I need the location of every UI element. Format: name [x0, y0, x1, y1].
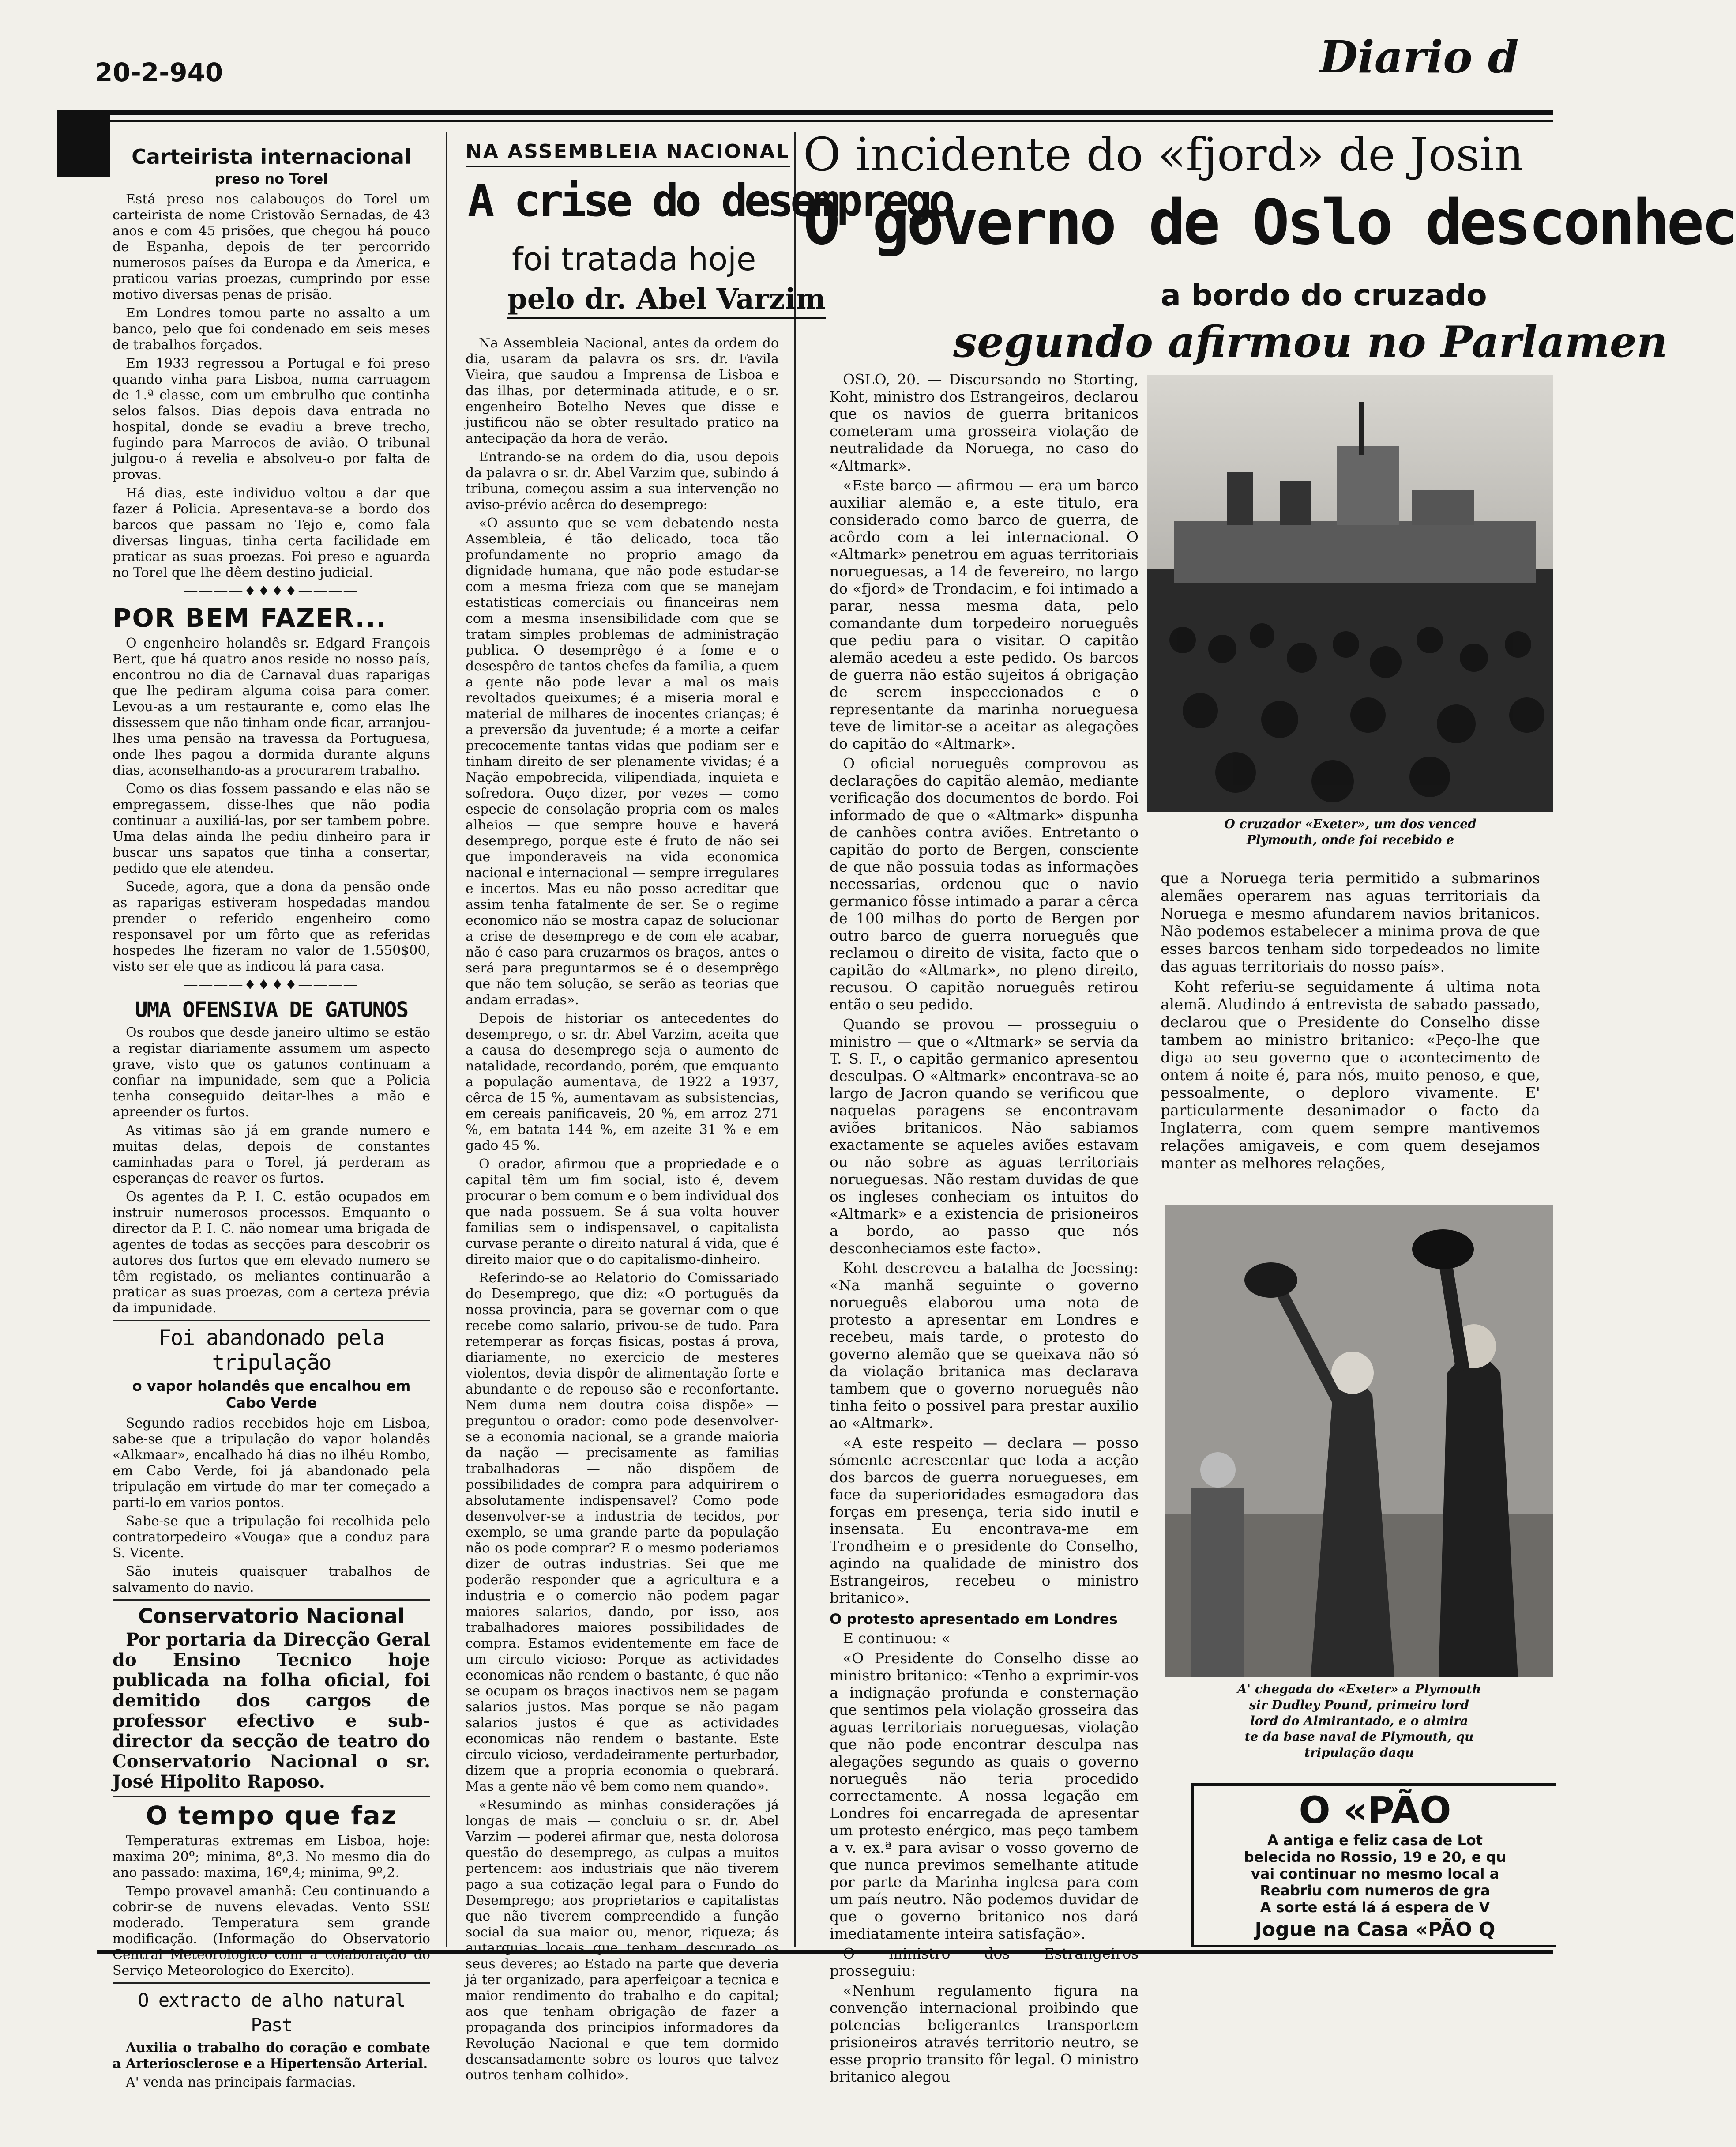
ad-line: vai continuar no mesmo local a [1251, 1865, 1499, 1882]
column-4 [1161, 870, 1540, 1175]
paragraph: «O assunto que se vem debatendo nesta Assembleia, é tão delicado, toca tão profundamente no proprio amago da dignidade humana, que não pode estudar-se com a mesma frieza com que se manejam estatisticas comerciais ou financeiras nem com a mesma insensibilidade com que se tratam simples problemas de administração publica. O desemprêgo é a fome e o desespêro de tantos chefes da familia, a quem a gente não pode levar a mal os mais revoltados queixumes; é a miseria moral e material de milhares de inocentes crianças; é a preversão da juventude; é a morte a ceifar precocemente tantas vidas que podiam ser e tinham direito de ser plenamente vividas; é a Nação empobrecida, vilipendiada, inquieta e sofredora. Ouço dizer, por vezes — como especie de consolação propria com os males alheios — que sempre houve e haverá desemprego, porque este é fruto de não sei que imponderaveis na vida economica nacional e internacional — sempre irregulares e incertos. Mas eu não posso acreditar que assim tenha fatalmente de ser. Se o regime economico não se mostra capaz de solucionar a crise de desemprego e de com ele acabar, não é caso para cruzarmos os braços, antes o será para preguntarmos se é o desemprêgo que não tem solução, se serão as teorias que andam erradas». [466, 516, 779, 1008]
paragraph: «A este respeito — declara — posso sómente acrescentar que toda a acção dos barcos de guerra noruegueses, em face da superioridades esmagadora das forças em presença, teria sido inutil e insensata. Eu encontrava-me em Trondheim e o presidente do Conselho, agindo na qualidade de ministro dos Estrangeiros, recebeu o ministro britanico». [830, 1434, 1139, 1606]
top-rule-thin [57, 120, 1553, 122]
section-kicker: NA ASSEMBLEIA NACIONAL [466, 140, 790, 167]
paragraph: Entrando-se na ordem do dia, usou depois da palavra o sr. dr. Abel Varzim que, subindo á tribuna, começou assim a sua intervenção no aviso-prévio acêrca do desemprego: [466, 449, 779, 512]
subheadline-foi-tratada: foi tratada hoje [512, 241, 756, 278]
photo2-caption-line4: te da base naval de Plymouth, qu [1244, 1729, 1474, 1744]
paragraph: O engenheiro holandês sr. Edgard François Bert, que há quatro anos reside no nosso país, encontrou no dia de Carnaval duas raparigas que lhe pediram alguma coisa para comer. Levou-as a um restaurante e, como elas lhe dissessem que não tinham onde ficar, arranjou-lhes uma pensão na travessa da Portuguesa, onde lhes pagou a dormida durante alguns dias, aconselhando-as a procurarem trabalho. [113, 636, 430, 778]
subhead-protesto: O protesto apresentado em Londres [830, 1611, 1118, 1627]
paragraph: «O Presidente do Conselho disse ao ministro britanico: «Tenho a exprimir-vos a indignação profunda e consternação que sentimos pela violação grosseira das aguas territoriais norueguesas, violação que não pode encontrar desculpa nas alegações segundo as quais o governo norueguês não teria procedido correctamente. A nossa legação em Londres foi encarregada de apresentar um protesto enérgico, mas peço tambem a v. ex.ª para avisar o vosso governo de que nunca previmos semelhante atitude por parte da Marinha inglesa para com um país neutro. Não podemos duvidar de que o governo britanico nos dará imediatamente inteira satisfação». [830, 1650, 1139, 1942]
paragraph: Em 1933 regressou a Portugal e foi preso quando vinha para Lisboa, numa carruagem de 1.ª classe, com um embrulho que continha selos falsos. Dias depois dava entrada no hospital, donde se evadiu a breve trecho, fugindo para Marrocos de avião. O tribunal julgou-o á revelia e absolveu-o por falta de provas. [113, 356, 430, 482]
photo-arrival-image [1165, 1205, 1553, 1677]
paragraph: Em Londres tomou parte no assalto a um banco, pelo que foi condenado em seis meses de trabalhos forçados. [113, 305, 430, 353]
paragraph: OSLO, 20. — Discursando no Storting, Koht, ministro dos Estrangeiros, declarou que os navios de guerra britanicos cometeram uma grosseira violação de neutralidade da Noruega, no caso do «Altmark». [830, 371, 1139, 474]
photo2-caption-line2: sir Dudley Pound, primeiro lord [1249, 1698, 1469, 1712]
masthead: Diario d [1319, 31, 1519, 83]
article-title-tempo: O tempo que faz [146, 1800, 397, 1831]
photo2-caption-line3: lord do Almirantado, e o almira [1250, 1714, 1469, 1728]
divider [113, 1320, 430, 1321]
paragraph: São inuteis quaisquer trabalhos de salvamento do navio. [113, 1564, 430, 1595]
divider [113, 1599, 430, 1601]
article-title-gatunos: UMA OFENSIVA DE GATUNOS [135, 998, 408, 1022]
ad-title: O «PÃO [1299, 1789, 1451, 1832]
corner-bar [57, 110, 110, 177]
ad-line: A antiga e feliz casa de Lot [1267, 1832, 1483, 1849]
headline-governo-oslo: O governo de Oslo desconhec [803, 187, 1736, 259]
paragraph: «Este barco — afirmou — era um barco auxiliar alemão e, a este titulo, era considerado como barco de guerra, de acôrdo com a lei internacional. O «Altmark» penetrou em aguas territoriais norueguesas, a 14 de fevereiro, no largo do «fjord» de Trondacim, e foi intimado a parar, nessa mesma data, pelo comandante dum torpedeiro norueguês que pediu para o visitar. O capitão alemão acedeu a este pedido. Os barcos de guerra não estão sujeitos á obrigação de serem inspeccionados e o representante da marinha norueguesa teve de limitar-se a aceitar as alegações do capitão do «Altmark». [830, 477, 1139, 752]
page-date: 20-2-940 [95, 57, 223, 87]
headline-segundo-afirmou: segundo afirmou no Parlamen [953, 317, 1668, 367]
paragraph: Depois de historiar os antecedentes do desemprego, o sr. dr. Abel Varzim, aceita que a causa do desemprego seja o aumento de natalidade, recordando, porém, que emquanto a população aumentava, de 1922 a 1937, cêrca de 15 %, aumentavam as subsistencias, em cereais panificaveis, 20 %, em arroz 271 %, em batata 144 %, em azeite 31 % e em gado 45 %. [466, 1011, 779, 1153]
paragraph: Auxilia o trabalho do coração e combate a Arteriosclerose e a Hipertensão Arterial. [113, 2040, 430, 2072]
paragraph: A' venda nas principais farmacias. [126, 2075, 356, 2090]
column-rule-2 [794, 132, 796, 1947]
paragraph: Por portaria da Direcção Geral do Ensino Tecnico hoje publicada na folha oficial, foi demitido dos cargos de professor efectivo e sub-director da secção de teatro do Conservatorio Nacional o sr. José Hipolito Raposo. [113, 1629, 430, 1792]
top-rule [57, 110, 1553, 115]
ad-line: Reabriu com numeros de gra [1260, 1882, 1490, 1899]
paragraph: Como os dias fossem passando e elas não se empregassem, disse-lhes que não podia continuar a auxiliá-las, por ser tambem pobre. Uma delas ainda lhe pediu dinheiro para ir buscar uns sapatos que tinha a consertar, pedido que ele atendeu. [113, 781, 430, 876]
paragraph: Referindo-se ao Relatorio do Comissariado do Desemprego, que diz: «O português da nossa provincia, para se governar com o que recebe como salario, privou-se de tudo. Para retemperar as forças fisicas, postas á prova, diariamente, no exercicio de mesteres violentos, devia dispôr de alimentação forte e abundante e de repouso são e reconfortante. Nem duma nem doutra coisa dispõe» — preguntou o orador: como pode desenvolver-se a economia nacional, se a grande maioria da nação — precisamente as familias trabalhadoras — não dispõem de possibilidades de compra para adquirirem o absolutamente indispensavel? Como pode desenvolver-se a industria de tecidos, por exemplo, se uma grande parte da população não os pode comprar? E o mesmo poderiamos dizer de outras industrias. Sei que me poderão responder que a agricultura e a industria e o comercio não podem pagar maiores salarios, dando, por isso, aos trabalhadores maiores possibilidades de compra. Estamos evidentemente em face de um circulo vicioso: Porque as actividades economicas não rendem o bastante, é que não se ocupam os braços inactivos nem se pagam salarios justos. Mas porque se não pagam salarios justos é que as actividades economicas não rendem o bastante. Este circulo vicioso, verdadeiramente perturbador, dizem que a propria economia o quebrará. Mas a gente não vê bem como nem quando». [466, 1270, 779, 1794]
article-title-abandonado: Foi abandonado pela tripulação [158, 1326, 384, 1375]
column-3 [830, 371, 1139, 2085]
photo2-caption-line5: tripulação daqu [1304, 1745, 1414, 1760]
ad-line: A sorte está lá á espera de V [1260, 1899, 1490, 1916]
column-1 [113, 141, 430, 2090]
article-title-carteirista: Carteirista internacional [132, 145, 411, 169]
paragraph: Sabe-se que a tripulação foi recolhida pelo contratorpedeiro «Vouga» que a conduz para S. Vicente. [113, 1514, 430, 1561]
photo1-caption-line2: Plymouth, onde foi recebido e [1246, 832, 1454, 847]
paragraph: Os roubos que desde janeiro ultimo se estão a registar diariamente assumem um aspecto grave, visto que os gatunos continuam a confiar na impunidade, sem que a Policia tenha conseguido deitar-lhes a mão e apreender os furtos. [113, 1025, 430, 1120]
article-title-alho: O extracto de alho natural Past [138, 1989, 405, 2036]
paragraph: As vitimas são já em grande numero e muitas delas, depois de constantes caminhadas para o Torel, já perderam as esperanças de reaver os furtos. [113, 1123, 430, 1186]
photo-arrival-plymouth [1165, 1205, 1553, 1677]
article-subtitle-carteirista: preso no Torel [214, 170, 328, 187]
paragraph: que a Noruega teria permitido a submarinos alemães operarem nas aguas territoriais da Noruega e mesmo afundarem navios britanicos. Não podemos estabelecer a minima prova de que esses barcos tenham sido torpedeados no limite das aguas territoriais do nosso país». [1161, 870, 1540, 976]
headline-crise: A crise do desemprego [468, 175, 952, 226]
paragraph: Quando se provou — prosseguiu o ministro — que o «Altmark» se servia da T. S. F., o capitão germanico apresentou desculpas. O «Altmark» encontrava-se ao largo de Jacron quando se verificou que naquelas paragens se encontravam aviões britanicos. Não sabiamos exactamente se aqueles aviões estavam ou não sobre as aguas territoriais norueguesas. Não restam duvidas de que os ingleses conheciam os intuitos do «Altmark» e a existencia de prisioneiros a bordo, ao passo que nós desconheciamos este facto». [830, 1016, 1139, 1257]
paragraph: Está preso nos calabouços do Torel um carteirista de nome Cristovão Sernadas, de 43 anos e com 45 prisões, que chegou há pouco de Espanha, depois de ter percorrido numerosos países da Europa e da America, e praticou varias proezas, cumprindo por esse motivo diversas penas de prisão. [113, 192, 430, 302]
photo2-caption-line1: A' chegada do «Exeter» a Plymouth [1237, 1682, 1481, 1696]
byline-varzim: pelo dr. Abel Varzim [507, 282, 826, 319]
separator-ornament: ――――♦♦♦♦―――― [184, 977, 359, 993]
paragraph: O ministro dos Estrangeiros prosseguiu: [830, 1945, 1139, 1979]
column-2 [466, 335, 779, 2083]
paragraph: Sucede, agora, que a dona da pensão onde as raparigas estiveram hospedadas mandou prender o referido engenheiro como responsavel por um fôrto que as referidas hospedes lhe fizeram no valor de 1.550$00, visto ser ele que as indicou lá para casa. [113, 879, 430, 974]
paragraph: Koht referiu-se seguidamente á ultima nota alemã. Aludindo á entrevista de sabado passado, declarou que o Presidente do Conselho disse tambem ao ministro britanico: «Peço-lhe que diga ao seu governo que o acontecimento de ontem á noite é, para nós, muito penoso, e que, pessoalmente, o deploro vivamente. E' particularmente desanimador o facto da Inglaterra, com quem sempre mantivemos relações amigaveis, e com quem desejamos manter as melhores relações, [1161, 978, 1540, 1172]
separator-ornament: ――――♦♦♦♦―――― [184, 584, 359, 599]
paragraph: E continuou: « [843, 1630, 951, 1647]
photo1-caption-line1: O cruzador «Exeter», um dos venced [1224, 817, 1477, 831]
column-rule-1 [446, 132, 447, 1947]
photo-cruiser-exeter [1147, 375, 1553, 812]
paragraph: Tempo provavel amanhã: Ceu continuando a cobrir-se de nuvens elevadas. Vento SSE moderado. Temperatura sem grande modificação. (Informação do Observatorio Central Meteorologico com a colaboração do Serviço Meteorologico do Exercito). [113, 1883, 430, 1978]
paragraph: O oficial norueguês comprovou as declarações do capitão alemão, mediante verificação dos documentos de bordo. Foi informado de que o «Altmark» dispunha de canhões contra aviões. Entretanto o capitão do porto de Bergen, consciente de que não possuia todas as informações necessarias, ordenou que o navio germanico fôsse intimado a parar a cêrca de 100 milhas do porto de Bergen por outro barco de guerra norueguês que reclamou o direito de visita, facto que o capitão do «Altmark», no pleno direito, recusou. O capitão norueguês retirou então o seu pedido. [830, 755, 1139, 1013]
advertisement-pao [1191, 1783, 1556, 1947]
paragraph: O orador, afirmou que a propriedade e o capital têm um fim social, isto é, devem procurar o bem comum e o bem individual dos que nada possuem. Se á sua volta houver familias sem o indispensavel, o capitalista curvase perante o direito natural á vida, que é direito maior que o do capitalismo-dinheiro. [466, 1156, 779, 1267]
ad-footer: Jogue na Casa «PÃO Q [1255, 1918, 1496, 1941]
paragraph: Na Assembleia Nacional, antes da ordem do dia, usaram da palavra os srs. dr. Favila Vieira, que saudou a Imprensa de Lisboa e das ilhas, por determinada atitude, e o sr. engenheiro Botelho Neves que disse e justificou não se obter resultado pratico na antecipação da hora de verão. [466, 335, 779, 446]
headline-incidente: O incidente do «fjord» de Josin [803, 128, 1524, 181]
paragraph: Os agentes da P. I. C. estão ocupados em instruir numerosos processos. Emquanto o director da P. I. C. não nomear uma brigada de agentes de todas as secções para descobrir os autores dos furtos que em elevado numero se têm registado, os meliantes continuarão a praticar as suas proezas, com a certeza prévia da impunidade. [113, 1189, 430, 1316]
ad-line: belecida no Rossio, 19 e 20, e qu [1244, 1849, 1507, 1865]
article-subtitle-abandonado: o vapor holandês que encalhou em Cabo Verde [132, 1378, 411, 1411]
paragraph: «Nenhum regulamento figura na convenção internacional proibindo que potencias beligerantes transportem prisioneiros através territorio neutro, se esse proprio transito fôr legal. O ministro britanico alegou [830, 1982, 1139, 2085]
divider [113, 1796, 430, 1797]
paragraph: Há dias, este individuo voltou a dar que fazer á Policia. Apresentava-se a bordo dos barcos que passam no Tejo e, como fala diversas linguas, tinha certa facilidade em praticar as suas proezas. Foi preso e aguarda no Torel que lhe dêem destino judicial. [113, 486, 430, 580]
article-title-conservatorio: Conservatorio Nacional [138, 1604, 405, 1628]
paragraph: Temperaturas extremas em Lisboa, hoje: maxima 20º; minima, 8º,3. No mesmo dia do ano passado: maxima, 16º,4; minima, 9º,2. [113, 1833, 430, 1880]
divider [113, 1982, 430, 1984]
headline-a-bordo: a bordo do cruzado [1161, 278, 1487, 313]
photo-cruiser-image [1147, 375, 1553, 812]
paragraph: Koht descreveu a batalha de Joessing: «Na manhã seguinte o governo norueguês elaborou uma nota de protesto a apresentar em Londres e recebeu, mais tarde, o protesto do governo alemão que se queixava não só da violação britanica mas declarava tambem que o governo norueguês não tinha feito o possivel para prestar auxilio ao «Altmark». [830, 1259, 1139, 1431]
paragraph: Segundo radios recebidos hoje em Lisboa, sabe-se que a tripulação do vapor holandês «Alkmaar», encalhado há dias no ilhéu Rombo, em Cabo Verde, foi já abandonado pela tripulação em virtude do mar ter começado a parti-lo em varios pontos. [113, 1416, 430, 1510]
paragraph: «Resumindo as minhas considerações já longas de mais — concluiu o sr. dr. Abel Varzim — poderei afirmar que, nesta dolorosa questão do desemprego, as culpas a muitos pertencem: aos industriais que não tiverem pago a sua cotização legal para o Fundo do Desemprego; aos proprietarios e capitalistas que não tiverem compreendido a função social da sua maior ou, menor, riqueza; ás autarquias locais que tenham descurado os seus deveres; ao Estado na parte que deveria já ter organizado, para aperfeiçoar a tecnica e maior rendimento do trabalho e do capital; aos que tenham obrigação de fazer a propaganda dos principios informadores da Revolução Nacional e que tem dormido descansadamente sobre os louros que talvez outros tenham colhido». [466, 1797, 779, 2083]
article-title-por-bem-fazer: POR BEM FAZER... [113, 603, 387, 633]
